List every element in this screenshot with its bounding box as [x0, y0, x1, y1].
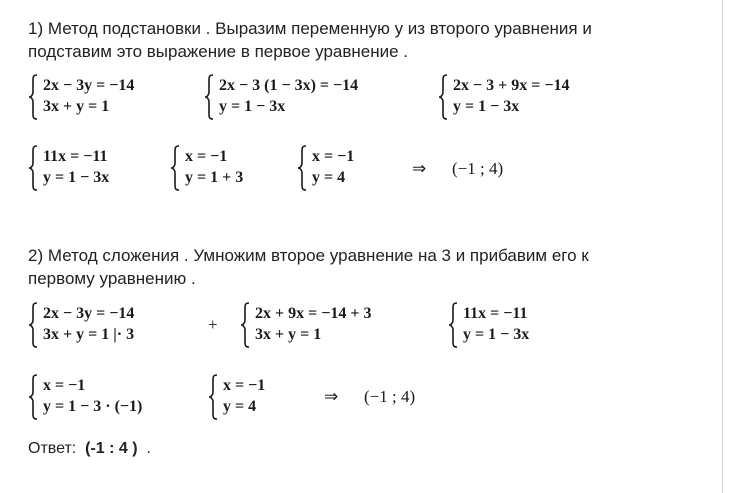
right-border [722, 0, 723, 493]
equation: 3x + y = 1 |· 3 [43, 326, 135, 343]
equation: 11x = −11 [43, 148, 108, 165]
answer-value: (-1 : 4 ) [85, 440, 138, 457]
system-2-2 [240, 302, 425, 348]
answer-label: Ответ: [28, 440, 77, 457]
brace-icon [297, 145, 307, 191]
system-2-3 [448, 302, 578, 348]
implies-arrow-icon: ⇒ [412, 159, 427, 178]
brace-icon [240, 302, 250, 348]
equation: 11x = −11 [463, 305, 528, 322]
system-1-6 [297, 145, 387, 191]
equation: y = 4 [223, 398, 257, 415]
system-2-1 [28, 302, 198, 348]
system-1-2 [204, 74, 419, 120]
equation: 3x + y = 1 [43, 98, 110, 115]
method1-heading-line1: 1) Метод подстановки . Выразим переменную у из второго уравнения и [28, 19, 592, 38]
method1-heading-line2: подставим это выражение в первое уравнение . [28, 42, 409, 61]
equation: 2x + 9x = −14 + 3 [255, 305, 372, 322]
equation: y = 4 [312, 169, 346, 186]
brace-icon [204, 74, 214, 120]
brace-icon [28, 302, 38, 348]
brace-icon [28, 374, 38, 420]
system-2-4 [28, 374, 193, 420]
equation: 2x − 3 (1 − 3x) = −14 [219, 77, 359, 94]
brace-icon [170, 145, 180, 191]
equation: x = −1 [185, 148, 228, 165]
brace-icon [438, 74, 448, 120]
method2-heading-line1: 2) Метод сложения . Умножим второе уравнение на 3 и прибавим его к [28, 246, 589, 265]
equation: 2x − 3y = −14 [43, 77, 135, 94]
system-1-4 [28, 145, 158, 191]
equation: 2x − 3 + 9x = −14 [453, 77, 570, 94]
equation: y = 1 − 3 · (−1) [43, 398, 143, 415]
equation: y = 1 − 3x [463, 326, 530, 343]
equation: y = 1 − 3x [219, 98, 286, 115]
equation: x = −1 [223, 377, 266, 394]
system-2-5 [208, 374, 298, 420]
method2-heading-line2: первому уравнению . [28, 269, 196, 288]
equation: x = −1 [43, 377, 86, 394]
equation: 3x + y = 1 [255, 326, 322, 343]
brace-icon [208, 374, 218, 420]
brace-icon [448, 302, 458, 348]
brace-icon [28, 74, 38, 120]
equation: x = −1 [312, 148, 355, 165]
system-1-5 [170, 145, 280, 191]
implies-arrow-icon: ⇒ [324, 387, 339, 406]
system-1-1 [28, 74, 198, 120]
brace-icon [28, 145, 38, 191]
system-1-3 [438, 74, 638, 120]
result-method1: (−1 ; 4) [452, 159, 504, 178]
equation: y = 1 − 3x [43, 169, 110, 186]
result-method2: (−1 ; 4) [364, 387, 416, 406]
plus-sign: + [208, 315, 218, 334]
final-answer [28, 438, 151, 460]
answer-period: . [146, 440, 151, 457]
equation: y = 1 − 3x [453, 98, 520, 115]
equation: 2x − 3y = −14 [43, 305, 135, 322]
equation: y = 1 + 3 [185, 169, 244, 186]
